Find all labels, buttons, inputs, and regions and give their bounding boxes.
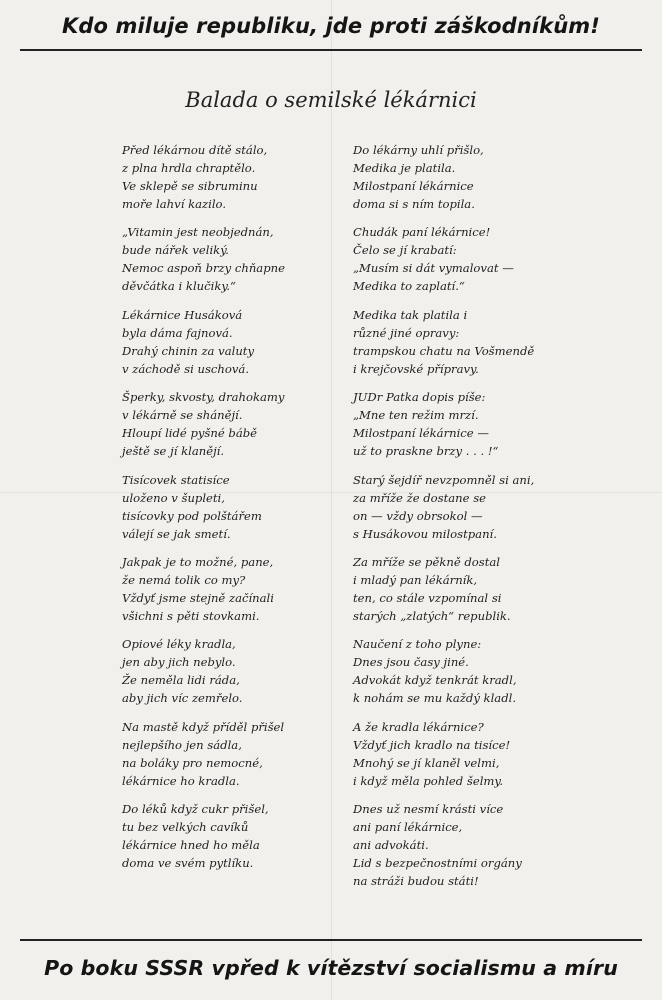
poem-line: A že kradla lékárnice? xyxy=(353,719,484,734)
poem-line: Jakpak je to možné, pane, xyxy=(122,554,274,569)
poem-line: nejlepšího jen sádla, xyxy=(122,737,242,752)
poem-stanza xyxy=(122,553,362,625)
poem-line: Starý šejdíř nevzpomněl si ani, xyxy=(353,472,535,487)
poem-stanza xyxy=(353,718,593,790)
poem-line: byla dáma fajnová. xyxy=(122,325,233,340)
poem-line: ještě se jí klanějí. xyxy=(122,444,225,459)
poem-line: i mladý pan lékárník, xyxy=(353,572,478,587)
poem-stanza xyxy=(353,553,593,625)
poem-line: Ve sklepě se sibruminu xyxy=(122,179,258,193)
poem-line: že nemá tolik co my? xyxy=(122,572,246,587)
poem-line: JUDr Patka dopis píše: xyxy=(353,390,486,405)
poem-line: děvčátka i klučiky.“ xyxy=(122,279,236,294)
poem-line: Nemoc aspoň brzy chňapne xyxy=(122,261,285,276)
poem-line: „Vitamin jest neobjednán, xyxy=(122,225,274,240)
poem-line: Vždyť jsme stejně začínali xyxy=(122,590,274,605)
poem-line: Mnohý se jí klaněl velmi, xyxy=(353,755,500,770)
poem-stanza xyxy=(353,141,593,213)
poem-line: aby jich víc zemřelo. xyxy=(122,691,243,706)
poem-line: on — vždy obrsokol — xyxy=(353,508,483,523)
poem-line: Medika to zaplatí.“ xyxy=(353,279,465,294)
poem-stanza xyxy=(122,800,362,872)
poem-stanza xyxy=(353,800,593,890)
poem-stanza xyxy=(122,306,362,378)
poem-line: Lid s bezpečnostními orgány xyxy=(353,856,522,871)
poem-stanza xyxy=(353,388,593,460)
poem-line: Lékárnice Husáková xyxy=(122,307,243,322)
poem-line: Naučení z toho plyne: xyxy=(353,637,482,652)
poem-line: k nohám se mu každý kladl. xyxy=(353,691,517,706)
poem-stanza xyxy=(122,388,362,460)
poem-line: Medika tak platila i xyxy=(353,307,468,322)
poem-line: v lékárně se shánějí. xyxy=(122,408,243,423)
poem-line: bude nářek veliký. xyxy=(122,243,229,258)
footer-rule xyxy=(20,939,642,941)
header-slogan: Kdo miluje republiku, jde proti záškodníkům! xyxy=(62,14,600,38)
poem-stanza xyxy=(353,635,593,707)
poem-line: lékárnice hned ho měla xyxy=(122,838,260,853)
poem-line: Milostpaní lékárnice xyxy=(353,179,474,193)
poem-left-column xyxy=(122,141,362,883)
poem-line: z plna hrdla chraptělo. xyxy=(122,161,256,175)
poem-line: na stráži budou státi! xyxy=(353,874,479,889)
poem-line: lékárnice ho kradla. xyxy=(122,773,240,788)
footer-slogan: Po boku SSSR vpřed k vítězství socialismu a míru xyxy=(44,956,618,980)
poem-line: Dnes už nesmí krásti více xyxy=(353,802,504,817)
poem-line: starých „zlatých“ republik. xyxy=(353,608,511,623)
poem-line: Milostpaní lékárnice — xyxy=(353,426,489,441)
poem-line: doma ve svém pytlíku. xyxy=(122,856,254,871)
poem-line: „Mne ten režim mrzí. xyxy=(353,408,479,423)
poem-title: Balada o semilské lékárnici xyxy=(185,88,477,112)
poem-line: „Musím si dát vymalovat — xyxy=(353,261,514,276)
poem-stanza xyxy=(353,306,593,378)
poem-line: i krejčovské přípravy. xyxy=(353,361,479,376)
poem-line: uloženo v šupleti, xyxy=(122,490,225,505)
poem-line: ani paní lékárnice, xyxy=(353,820,463,835)
poem-stanza xyxy=(353,223,593,295)
poem-line: i když měla pohled šelmy. xyxy=(353,773,504,788)
poem-line: Tisícovek statisíce xyxy=(122,472,230,487)
header-rule xyxy=(20,49,642,51)
poem-stanza xyxy=(122,471,362,543)
poem-line: Chudák paní lékárnice! xyxy=(353,225,491,240)
poem-line: ten, co stále vzpomínal si xyxy=(353,590,502,605)
poem-line: Šperky, skvosty, drahokamy xyxy=(122,390,285,405)
poem-line: Hloupí lidé pyšné bábě xyxy=(122,426,258,441)
poem-line: Medika je platila. xyxy=(353,161,456,175)
poem-line: za mříže že dostane se xyxy=(353,490,487,505)
poem-line: jen aby jich nebylo. xyxy=(122,655,236,670)
poem-line: tisícovky pod polštářem xyxy=(122,508,262,523)
poem-line: Drahý chinin za valuty xyxy=(122,343,254,358)
poem-line: různé jiné opravy: xyxy=(353,325,460,340)
poem-stanza xyxy=(122,635,362,707)
poem-line: Dnes jsou časy jiné. xyxy=(353,655,469,670)
poem-line: ani advokáti. xyxy=(353,838,429,853)
poem-line: moře lahví kazilo. xyxy=(122,197,227,211)
poem-line: Že neměla lidi ráda, xyxy=(122,673,240,688)
poem-line: Opiové léky kradla, xyxy=(122,637,236,652)
poem-line: válejí se jak smetí. xyxy=(122,526,231,541)
poem-stanza xyxy=(122,141,362,213)
poem-line: Advokát když tenkrát kradl, xyxy=(353,673,517,688)
poem-stanza xyxy=(122,718,362,790)
poem-line: v záchodě si uschová. xyxy=(122,361,250,376)
poem-line: Do lékárny uhlí přišlo, xyxy=(353,143,484,157)
poem-line: tu bez velkých cavíků xyxy=(122,820,249,835)
poem-line: Za mříže se pěkně dostal xyxy=(353,554,500,569)
poem-line: Před lékárnou dítě stálo, xyxy=(122,143,268,157)
poem-line: Na mastě když příděl přišel xyxy=(122,719,285,734)
poem-line: na boláky pro nemocné, xyxy=(122,755,263,770)
poem-line: trampskou chatu na Vošmendě xyxy=(353,343,535,358)
poem-right-column xyxy=(353,141,593,901)
poem-line: Vždyť jich kradlo na tisíce! xyxy=(353,737,511,752)
poem-line: všichni s pěti stovkami. xyxy=(122,608,260,623)
poem-stanza xyxy=(122,223,362,295)
poem-line: Do léků když cukr přišel, xyxy=(122,802,269,817)
poem-line: Čelo se jí krabatí: xyxy=(353,243,457,258)
poem-line: už to praskne brzy . . . !“ xyxy=(353,444,499,459)
poem-stanza xyxy=(353,471,593,543)
poem-line: doma si s ním topila. xyxy=(353,197,475,211)
poem-line: s Husákovou milostpaní. xyxy=(353,526,497,541)
